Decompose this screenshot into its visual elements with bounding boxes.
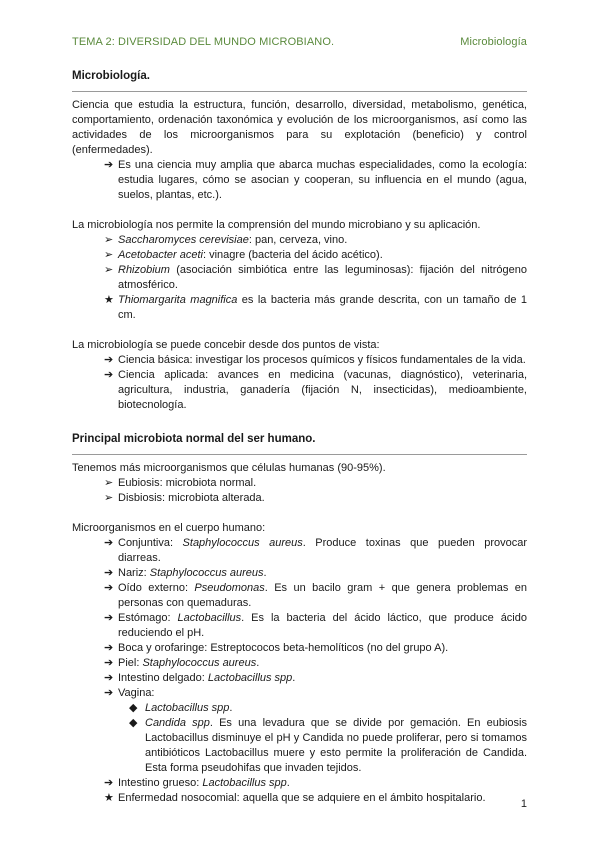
- body-sites-list: [72, 536, 527, 806]
- document-body: [72, 68, 527, 806]
- list-item: ➔ Vagina:: [104, 687, 155, 699]
- divider: [72, 91, 527, 92]
- list-item: ➔ Conjuntiva: Staphylococcus aureus. Produce toxinas que pueden provocar diarreas.: [104, 537, 527, 564]
- list-item: ➔ Ciencia aplicada: avances en medicina (vacunas, diagnóstico), veterinaria, agricultura, industria, ganadería (fijación N, insecticidas), medioambiente, biotecnología.: [104, 369, 527, 411]
- list-item: ➔ Nariz: Staphylococcus aureus.: [104, 567, 267, 579]
- list-item: ➔ Boca y orofaringe: Estreptococos beta-hemolíticos (no del grupo A).: [104, 642, 449, 654]
- arrow-icon: ➔: [104, 369, 114, 381]
- section-title-microbiologia: Microbiología.: [72, 70, 150, 82]
- paragraph-viewpoints: La microbiología se puede concebir desde dos puntos de vista:: [72, 339, 380, 351]
- star-icon: ★: [104, 792, 114, 804]
- page-number: 1: [520, 798, 527, 810]
- list-item: ➔ Intestino delgado: Lactobacillus spp.: [104, 672, 296, 684]
- list-item: ➔ Piel: Staphylococcus aureus.: [104, 657, 260, 669]
- list-item: ★ Thiomargarita magnifica es la bacteria más grande descrita, con un tamaño de 1 cm.: [104, 294, 527, 321]
- arrow-icon: ➔: [104, 159, 114, 171]
- viewpoints-list: [72, 353, 527, 413]
- arrow-icon: ➔: [104, 612, 114, 624]
- arrow-icon: ➔: [104, 657, 114, 669]
- list-item: ➔ Oído externo: Pseudomonas. Es un bacilo gram + que genera problemas en personas con quemaduras.: [104, 582, 527, 609]
- paragraph-microorganisms-count: Tenemos más microorganismos que células humanas (90-95%).: [72, 462, 386, 474]
- header-topic: TEMA 2: DIVERSIDAD DEL MUNDO MICROBIANO.: [72, 36, 335, 48]
- examples-list: [72, 233, 527, 323]
- arrowhead-icon: ➢: [104, 234, 114, 246]
- list-item: ➢ Eubiosis: microbiota normal.: [104, 477, 257, 489]
- arrow-icon: ➔: [104, 567, 114, 579]
- list-item: ➔ Es una ciencia muy amplia que abarca muchas especialidades, como la ecología: estudia lugares, cómo se asocian y cooperan, su influencia en el mundo (agua, suelos, plantas, etc.).: [104, 159, 527, 201]
- list-item: ◆ Lactobacillus spp.: [129, 702, 233, 714]
- section-title-microbiota: Principal microbiota normal del ser humano.: [72, 433, 316, 445]
- arrow-icon: ➔: [104, 537, 114, 549]
- arrow-icon: ➔: [104, 642, 114, 654]
- arrow-icon: ➔: [104, 687, 114, 699]
- definition-list: [72, 158, 527, 203]
- list-item: ➢ Disbiosis: microbiota alterada.: [104, 492, 265, 504]
- diamond-icon: ◆: [129, 717, 138, 729]
- arrow-icon: ➔: [104, 582, 114, 594]
- arrowhead-icon: ➢: [104, 492, 114, 504]
- paragraph-applications: La microbiología nos permite la comprensión del mundo microbiano y su aplicación.: [72, 219, 481, 231]
- arrowhead-icon: ➢: [104, 477, 114, 489]
- divider: [72, 454, 527, 455]
- definition-paragraph: Ciencia que estudia la estructura, función, desarrollo, diversidad, metabolismo, genética, comportamiento, ordenación taxonómica y evolución de los microorganismos, así como las actividades de los microorganismos para su explotación (beneficio) y control (enfermedades).: [72, 99, 527, 156]
- list-item: ➢ Acetobacter aceti: vinagre (bacteria del ácido acético).: [104, 249, 383, 261]
- list-item: ★ Enfermedad nosocomial: aquella que se adquiere en el ámbito hospitalario.: [104, 792, 486, 804]
- arrow-icon: ➔: [104, 354, 114, 366]
- list-item: ➔ Intestino grueso: Lactobacillus spp.: [104, 777, 290, 789]
- list-item: ➔ Estómago: Lactobacillus. Es la bacteria del ácido láctico, que produce ácido reduciendo el pH.: [104, 612, 527, 639]
- diamond-icon: ◆: [129, 702, 138, 714]
- arrowhead-icon: ➢: [104, 249, 114, 261]
- list-item: ➢ Saccharomyces cerevisiae: pan, cerveza, vino.: [104, 234, 348, 246]
- arrowhead-icon: ➢: [104, 264, 114, 276]
- header-subject: Microbiología: [460, 36, 527, 48]
- biosis-list: [72, 476, 527, 506]
- list-item: ➔ Ciencia básica: investigar los procesos químicos y físicos fundamentales de la vida.: [104, 354, 526, 366]
- arrow-icon: ➔: [104, 672, 114, 684]
- list-item: ➢ Rhizobium (asociación simbiótica entre las leguminosas): fijación del nitrógeno atmosférico.: [104, 264, 527, 291]
- list-item: ◆ Candida spp. Es una levadura que se divide por gemación. En eubiosis Lactobacillus disminuye el pH y Candida no puede proliferar, pero si tomamos antibióticos Lactobacillus muere y esto permite la proliferación de Candida. Esta forma pseudohifas que invaden tejidos.: [129, 717, 527, 774]
- arrow-icon: ➔: [104, 777, 114, 789]
- paragraph-body-microorganisms: Microorganismos en el cuerpo humano:: [72, 522, 266, 534]
- star-icon: ★: [104, 294, 114, 306]
- page-header: [72, 36, 527, 52]
